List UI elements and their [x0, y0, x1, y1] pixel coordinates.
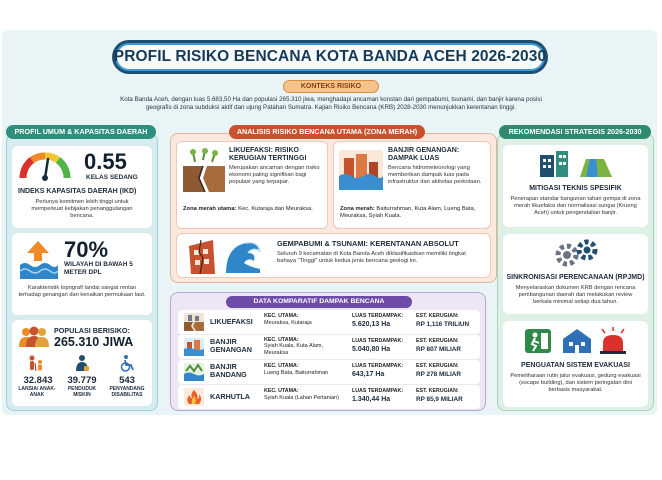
- likuefaksi-card: [176, 141, 328, 229]
- wilayah-desc: Karakteristik topografi landai sangat rentan terhadap genangan dan kenaikan permukaan laut.: [18, 285, 146, 298]
- flood-inundation-icon: [184, 338, 204, 356]
- row-rugi: RP 807 MILIAR: [416, 346, 461, 353]
- title-frame: [115, 43, 545, 71]
- context-label: KONTEKS RISIKO: [283, 80, 379, 93]
- row-kec-label: KEC. UTAMA:: [264, 363, 299, 369]
- middle-section-header: ANALISIS RISIKO BENCANA UTAMA (ZONA MERAH): [229, 125, 425, 139]
- row-luas-label: LUAS TERDAMPAK:: [352, 363, 404, 369]
- ikd-value: 0.55: [84, 149, 127, 174]
- table-row: [178, 385, 480, 409]
- wilayah-caption: WILAYAH DI BAWAH 5 METER DPL: [64, 261, 133, 276]
- likuefaksi-zone: [183, 206, 323, 213]
- ikd-title: INDEKS KAPASITAS DAERAH (IKD): [18, 188, 137, 195]
- gempa-title: GEMPABUMI & TSUNAMI: KERENTANAN ABSOLUT: [277, 239, 459, 248]
- row-rugi-label: EST. KERUGIAN:: [416, 338, 459, 344]
- population-value: 265.310 JIWA: [54, 335, 134, 349]
- title-banner: [112, 40, 548, 74]
- liquefaction-icon: [184, 313, 204, 331]
- row-luas: 1.340,44 Ha: [352, 396, 391, 403]
- row-name: KARHUTLA: [210, 392, 250, 401]
- gauge-icon: [19, 150, 71, 182]
- row-rugi: RP 85,9 MILIAR: [416, 396, 463, 403]
- recommendation-card-mitigasi: [503, 145, 648, 227]
- left-section-header: PROFIL UMUM & KAPASITAS DAERAH: [6, 125, 156, 139]
- cracked-ground-icon: [183, 148, 225, 192]
- table-row: [178, 360, 480, 384]
- table-row: [178, 310, 480, 334]
- gears-icon: [553, 239, 599, 269]
- group-value-1: 32.843: [23, 375, 53, 386]
- recommendation-card-evakuasi: [503, 321, 648, 407]
- row-name: LIKUEFAKSI: [210, 317, 253, 326]
- table-row: [178, 335, 480, 359]
- group-label-3: PENYANDANG DISABILITAS: [109, 386, 145, 398]
- row-luas: 643,17 Ha: [352, 371, 385, 378]
- collapsed-building-icon: [187, 238, 217, 275]
- population-title: POPULASI BERISIKO:: [54, 326, 130, 335]
- row-rugi-label: EST. KERUGIAN:: [416, 363, 459, 369]
- row-kec-label: KEC. UTAMA:: [264, 313, 299, 319]
- row-kec-label: KEC. UTAMA:: [264, 388, 299, 394]
- low-elevation-card: [12, 233, 152, 315]
- population-card: [12, 320, 152, 406]
- banjir-title: BANJIR GENANGAN: DAMPAK LUAS: [388, 147, 460, 162]
- forest-fire-icon: [184, 388, 204, 406]
- row-rugi-label: EST. KERUGIAN:: [416, 388, 459, 394]
- row-kec: Lueng Bata, Baiturrahman: [264, 370, 329, 376]
- row-rugi: RP 1,116 TRILIUN: [416, 321, 470, 328]
- row-name: BANJIR BANDANG: [210, 362, 247, 379]
- wheelchair-icon: [118, 354, 136, 372]
- context-text: Kota Banda Aceh, dengan luas 5.683,50 Ha dan populasi 265.310 jiwa, menghadapi ancaman konstan dari gempabumi, tsunami, dan banjir karena posisi geografis di zona subduksi aktif dan ujung Patahan Sumatra. Kajian Risiko Bencana (KRB) 2028-2030 menunjukkan kerentanan tinggi.: [120, 96, 542, 112]
- people-group-icon: [18, 326, 50, 348]
- row-luas: 5.040,80 Ha: [352, 346, 391, 353]
- likuefaksi-zone-text: Kec. Kutaraja dan Meuraksa.: [238, 206, 313, 212]
- recommendation-title: MITIGASI TEKNIS SPESIFIK: [529, 185, 622, 192]
- right-section-header: REKOMENDASI STRATEGIS 2026-2030: [499, 125, 651, 139]
- group-value-2: 39.779: [67, 375, 97, 386]
- recommendation-desc: Pemeliharaan rutin jalur evakuasi, gedung evakuasi (escape building), dan sistem peringatan dini berbasis masyarakat.: [510, 373, 641, 393]
- banjir-card: [333, 141, 491, 229]
- row-luas-label: LUAS TERDAMPAK:: [352, 338, 404, 344]
- recommendation-card-sinkronisasi: [503, 234, 648, 314]
- poor-resident-icon: [73, 354, 91, 372]
- gempa-desc: Seluruh 9 kecamatan di Kota Banda Aceh diklasifikasikan memiliki tingkat bahaya "Tinggi" untuk kedua jenis bencana geologi ini.: [277, 251, 466, 265]
- row-kec: Meuraksa, Kutaraja: [264, 320, 312, 326]
- ikd-card: [12, 146, 152, 228]
- group-label-1: LANSIA/ ANAK-ANAK: [18, 386, 56, 398]
- row-kec: Syiah Kuala, Kuta Alam, Meuraksa: [264, 343, 324, 356]
- row-luas-label: LUAS TERDAMPAK:: [352, 313, 404, 319]
- wilayah-value: 70%: [64, 237, 109, 262]
- ikd-desc: Perlunya komitmen lebih tinggi untuk memperkuat kebijakan penanggulangan bencana.: [31, 199, 133, 219]
- row-kec-label: KEC. UTAMA:: [264, 337, 299, 343]
- recommendation-desc: Penerapan standar bangunan tahan gempa di zona merah likuefaksi dan normalisasi sungai (Krueng Aceh) untuk pengendalian banjir.: [510, 196, 641, 216]
- bottom-blank-area: [0, 418, 662, 480]
- elderly-child-icon: [27, 354, 45, 372]
- likuefaksi-desc: Merupakan ancaman dengan risiko ekonomi paling signifikan bagi populasi yang terpapar.: [229, 165, 320, 186]
- building-river-icon: [538, 149, 614, 177]
- banjir-zone-label: Zona merah:: [340, 206, 375, 212]
- likuefaksi-title: LIKUEFAKSI: RISIKO KERUGIAN TERTINGGI: [229, 147, 307, 162]
- ikd-level: KELAS SEDANG: [86, 174, 138, 181]
- banjir-zone: [340, 206, 488, 220]
- banjir-desc: Bencana hidrometeorologi yang memberikan dampak luas pada infrastruktur dan aktivitas perkotaan.: [388, 165, 482, 186]
- flooded-city-icon: [339, 150, 383, 190]
- recommendation-title: SINKRONISASI PERENCANAAN (RPJMD): [506, 274, 645, 281]
- row-rugi: RP 278 MILIAR: [416, 371, 461, 378]
- recommendation-desc: Menyelaraskan dokumen KRB dengan rencana pembangunan daerah dan melakukan review berkala minimal setiap dua tahun.: [515, 285, 636, 305]
- tsunami-wave-icon: [224, 239, 262, 275]
- row-kec: Syiah Kuala (Lahan Pertanian): [264, 395, 339, 401]
- recommendation-title: PENGUATAN SISTEM EVAKUASI: [521, 362, 630, 369]
- comparison-table-header: DATA KOMPARATIF DAMPAK BENCANA: [226, 296, 412, 308]
- water-level-icon: [18, 239, 58, 279]
- page-title: PROFIL RISIKO BENCANA KOTA BANDA ACEH 2026-2030: [113, 48, 547, 65]
- group-label-2: PENDUDUK MISKIN: [67, 386, 97, 398]
- row-luas-label: LUAS TERDAMPAK:: [352, 388, 404, 394]
- gempa-card: [176, 233, 491, 278]
- likuefaksi-zone-label: Zona merah utama:: [183, 206, 237, 212]
- row-luas: 5.620,13 Ha: [352, 321, 391, 328]
- banjir-zone-text: Baiturrahman, Kuta Alam, Lueng Bata, Meuraksa, Syiah Kuala.: [340, 206, 476, 220]
- group-value-3: 543: [119, 375, 135, 386]
- row-name: BANJIR GENANGAN: [210, 337, 252, 354]
- evacuation-icons: [525, 327, 629, 355]
- flash-flood-icon: [184, 363, 204, 381]
- row-rugi-label: EST. KERUGIAN:: [416, 313, 459, 319]
